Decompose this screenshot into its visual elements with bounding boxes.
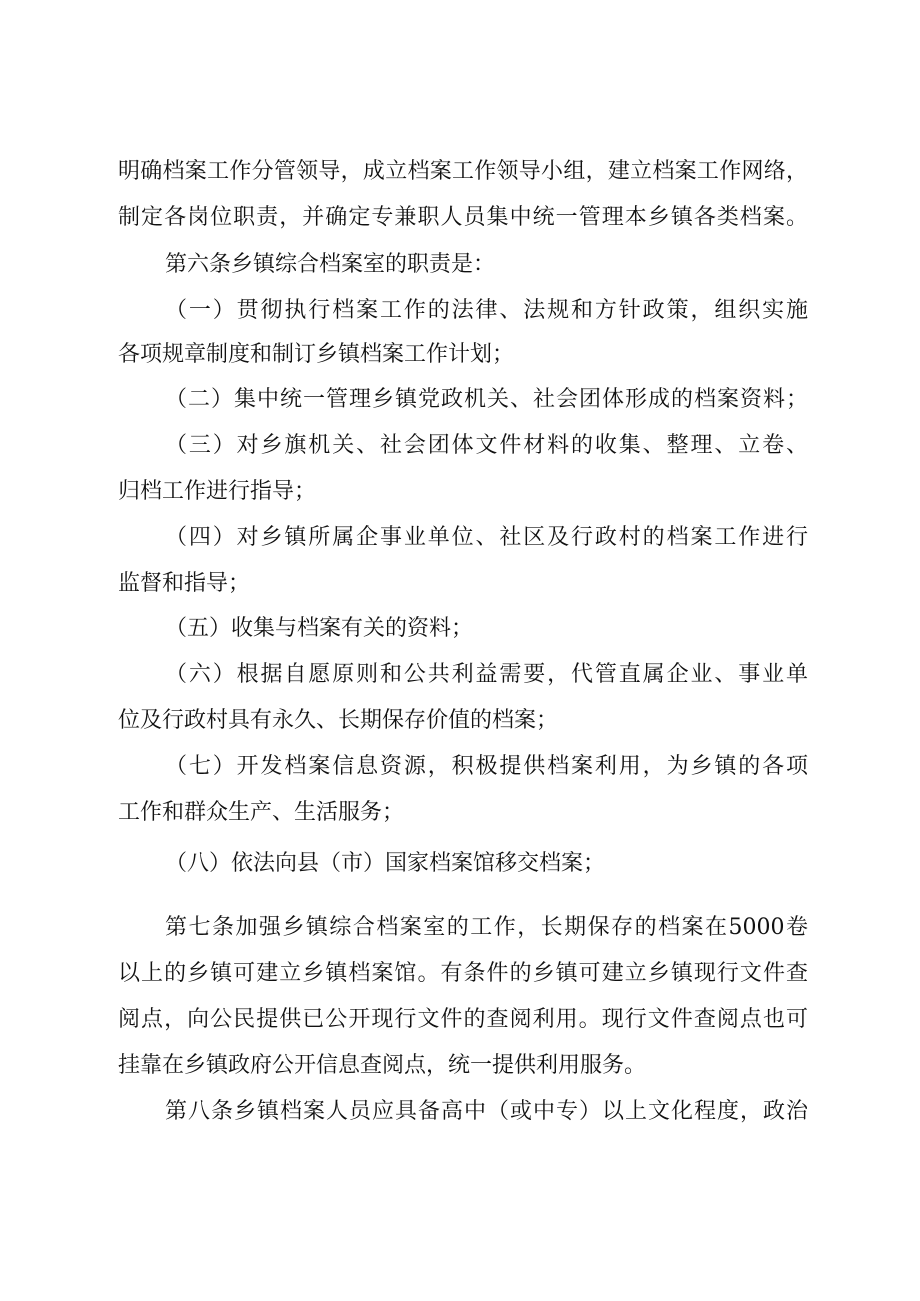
list-item-5: （五）收集与档案有关的资料； [165,616,474,641]
text-line: 明确档案工作分管领导，成立档案工作领导小组，建立档案工作网络， [118,159,808,184]
list-item-3: （三）对乡旗机关、社会团体文件材料的收集、整理、立卷、 [165,433,808,458]
section-heading-article-6: 第六条乡镇综合档案室的职责是： [165,252,496,277]
list-item-8: （八）依法向县（市）国家档案馆移交档案； [165,851,606,876]
text-line: 以上的乡镇可建立乡镇档案馆。有条件的乡镇可建立乡镇现行文件查 [118,961,808,986]
list-item-6: （六）根据自愿原则和公共利益需要，代管直属企业、事业单 [165,662,808,687]
text-line: 位及行政村具有永久、长期保存价值的档案； [118,708,559,733]
list-item-1: （一）贯彻执行档案工作的法律、法规和方针政策，组织实施 [165,298,808,323]
text-line: 挂靠在乡镇政府公开信息查阅点，统一提供利用服务。 [118,1053,647,1078]
text-line: 制定各岗位职责，并确定专兼职人员集中统一管理本乡镇各类档案。 [118,205,808,230]
text-line: 阅点，向公民提供已公开现行文件的查阅利用。现行文件查阅点也可 [118,1007,808,1032]
section-heading-article-7: 第七条加强乡镇综合档案室的工作，长期保存的档案在5000卷 [165,915,808,940]
list-item-4: （四）对乡镇所属企事业单位、社区及行政村的档案工作进行 [165,525,808,550]
text-line: 归档工作进行指导； [118,479,317,504]
text-line: 工作和群众生产、生活服务； [118,800,405,825]
list-item-2: （二）集中统一管理乡镇党政机关、社会团体形成的档案资料； [165,387,808,412]
text-line: 监督和指导； [118,571,251,596]
text-line: 各项规章制度和制订乡镇档案工作计划； [118,342,515,367]
section-heading-article-8: 第八条乡镇档案人员应具备高中（或中专）以上文化程度，政治 [165,1099,808,1124]
list-item-7: （七）开发档案信息资源，积极提供档案利用，为乡镇的各项 [165,754,808,779]
